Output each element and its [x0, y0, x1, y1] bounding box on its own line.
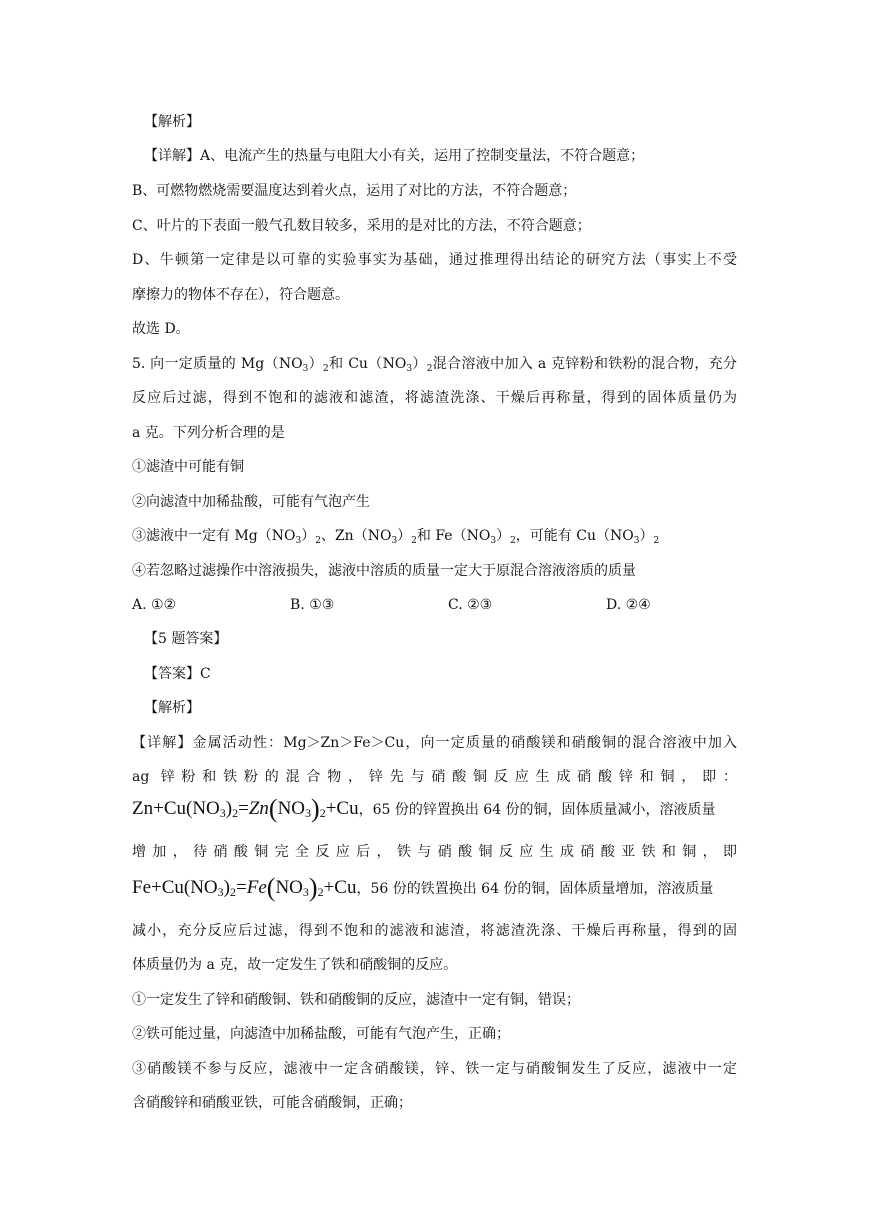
statement-1: ①滤渣中可能有铜	[132, 459, 244, 475]
detail-d-line1: D、牛顿第一定律是以可靠的实验事实为基础，通过推理得出结论的研究方法（事实上不受	[132, 252, 737, 268]
question-5-line2: 反应后过滤，得到不饱和的滤液和滤渣，将滤渣洗涤、干燥后再称量，得到的固体质量仍为	[132, 390, 737, 406]
statement-4: ④若忽略过滤操作中溶液损失，滤液中溶质的质量一定大于原混合溶液溶质的质量	[132, 563, 636, 579]
option-b: B. ①③	[290, 597, 335, 613]
reason-1: ①一定发生了锌和硝酸铜、铁和硝酸铜的反应，滤渣中一定有铜，错误；	[132, 992, 580, 1008]
analysis-heading: 【解析】	[144, 114, 200, 130]
analysis-heading-2: 【解析】	[144, 700, 200, 716]
reason-2: ②铁可能过量，向滤渣中加稀盐酸，可能有气泡产生，正确；	[132, 1026, 510, 1042]
question-5-line3: a 克。下列分析合理的是	[132, 425, 285, 441]
option-c: C. ②③	[448, 597, 493, 613]
options-row	[132, 595, 737, 615]
statement-2: ②向滤渣中加稀盐酸，可能有气泡产生	[132, 494, 370, 510]
statement-3: ③滤液中一定有 $Mg(NO_3)_2$、$Zn(NO_3)_2$和 $Fe(NO_3)_2$，可能有 $Cu(NO_3)_2$	[132, 528, 660, 546]
detail-paragraph-line5: 体质量仍为 a 克，故一定发生了铁和硝酸铜的反应。	[132, 957, 458, 973]
detail-a: 【详解】A、电流产生的热量与电阻大小有关，运用了控制变量法，不符合题意；	[144, 148, 645, 164]
answer-line: 【答案】C	[144, 666, 211, 682]
equation-zinc-line: $Zn+Cu(NO_3)_2=Zn(NO_3)_2+Cu$，65 份的锌置换出 64 份的铜，固体质量减小，溶液质量	[132, 794, 716, 823]
detail-paragraph-line1: 【详解】金属活动性：Mg＞Zn＞Fe＞Cu，向一定质量的硝酸镁和硝酸铜的混合溶液中加入	[132, 735, 737, 751]
reason-3-line1: ③硝酸镁不参与反应，滤液中一定含硝酸镁，锌、铁一定与硝酸铜发生了反应，滤液中一定	[132, 1061, 737, 1077]
detail-paragraph-line3: 增加，待硝酸铜完全反应后，铁与硝酸铜反应生成硝酸亚铁和铜，即	[132, 844, 737, 860]
equation-iron-line: $Fe+Cu(NO_3)_2=Fe(NO_3)_2+Cu$，56 份的铁置换出 64 份的铜，固体质量增加，溶液质量	[132, 873, 714, 902]
detail-b: B、可燃物燃烧需要温度达到着火点，运用了对比的方法，不符合题意；	[132, 183, 577, 199]
option-d: D. ②④	[606, 597, 651, 613]
choice-line: 故选 D。	[132, 321, 190, 337]
detail-c: C、叶片的下表面一般气孔数目较多，采用的是对比的方法，不符合题意；	[132, 218, 591, 234]
detail-paragraph-line2: ag 锌粉和铁粉的混合物，锌先与硝酸铜反应生成硝酸锌和铜，即：	[132, 769, 737, 785]
detail-paragraph-line4: 减小，充分反应后过滤，得到不饱和的滤液和滤渣，将滤渣洗涤、干燥后再称量，得到的固	[132, 923, 737, 939]
option-a: A. ①②	[132, 597, 177, 613]
detail-d-line2: 摩擦力的物体不存在），符合题意。	[132, 287, 349, 303]
reason-3-line2: 含硝酸锌和硝酸亚铁，可能含硝酸铜，正确；	[132, 1095, 412, 1111]
answer-header: 【5 题答案】	[144, 631, 228, 647]
question-5-line1: 5. 向一定质量的 $Mg(NO_3)_2$和 $Cu(NO_3)_2$混合溶液中加入 a 克锌粉和铁粉的混合物，充分	[132, 356, 738, 374]
